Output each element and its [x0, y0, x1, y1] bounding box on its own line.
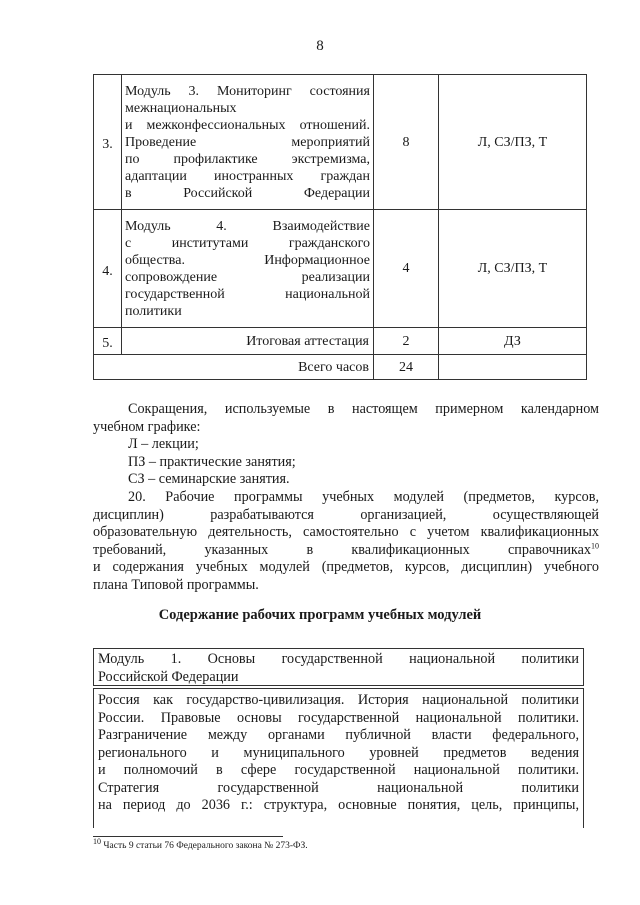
page-number: 8: [316, 38, 324, 54]
module-1-title-box: [93, 648, 584, 686]
module-name-line: и межконфессиональных отношений.: [125, 117, 370, 133]
row-number: 5.: [94, 328, 122, 355]
text-line: образовательную деятельность, самостоятельно с учетом квалификационных: [93, 524, 599, 540]
module-name-line: с институтами гражданского: [125, 235, 370, 251]
text-line: на период до 2036 г.: структура, основные понятия, цель, принципы,: [98, 797, 579, 813]
paragraph-20: [93, 489, 599, 594]
table-row: [94, 210, 587, 328]
module-name-line: Модуль 3. Мониторинг состояния: [125, 83, 370, 99]
text-line: Россия как государство-цивилизация. История национальной политики: [98, 692, 579, 708]
text-line: Модуль 1. Основы государственной национальной политики: [98, 651, 579, 667]
module-hours: 8: [374, 75, 439, 210]
module-hours: 2: [374, 328, 439, 355]
section-heading: Содержание рабочих программ учебных модулей: [158, 607, 482, 623]
text-line: плана Типовой программы.: [93, 576, 259, 593]
final-attestation-label: Итоговая аттестация: [122, 328, 374, 355]
module-name-line: Проведение мероприятий: [125, 134, 370, 150]
footnote-divider: [93, 836, 283, 837]
module-name: [122, 210, 374, 328]
text-line: Разграничение между органами публичной власти федерального,: [98, 727, 579, 743]
text-segment: требований, указанных в квалификационных справочниках: [93, 541, 591, 558]
text-line: учебном графике:: [93, 418, 201, 435]
empty-cell: [439, 355, 587, 380]
module-hours: 4: [374, 210, 439, 328]
module-name-line: Модуль 4. Взаимодействие: [125, 218, 370, 234]
text-line: 20. Рабочие программы учебных модулей (предметов, курсов,: [128, 489, 599, 505]
footnote-reference[interactable]: 10: [591, 540, 599, 550]
module-form: ДЗ: [439, 328, 587, 355]
abbreviation-item: Л – лекции;: [128, 436, 199, 452]
text-line: России. Правовые основы государственной национальной политики.: [98, 709, 579, 726]
module-name: [122, 75, 374, 210]
module-name-line: общества. Информационное: [125, 252, 370, 268]
abbreviations-paragraph: [93, 401, 599, 489]
text-line: Стратегия государственной национальной политики: [98, 779, 579, 796]
text-line: регионального и муниципального уровней предметов ведения: [98, 744, 579, 761]
module-name-line: политики: [125, 303, 182, 319]
module-name-line: в Российской Федерации: [125, 185, 370, 201]
module-name-line: межнациональных: [125, 100, 237, 116]
module-name-line: по профилактике экстремизма,: [125, 151, 370, 167]
module-name-line: адаптации иностранных граждан: [125, 168, 370, 184]
abbreviation-item: ПЗ – практические занятия;: [128, 453, 296, 470]
total-hours-label: Всего часов: [94, 355, 374, 380]
text-line: дисциплин) разрабатываются организацией, осуществляющей: [93, 506, 599, 523]
text-line: и полномочий в сфере государственной национальной политики.: [98, 762, 579, 778]
text-line: и содержания учебных модулей (предметов, курсов, дисциплин) учебного: [93, 559, 599, 575]
module-name-line: государственной национальной: [125, 286, 370, 302]
text-line: [93, 542, 599, 560]
text-line: Сокращения, используемые в настоящем примерном календарном: [128, 401, 599, 417]
table-row-total: [94, 355, 587, 380]
row-number: 4.: [94, 210, 122, 328]
footnote-text: Часть 9 статьи 76 Федерального закона № 273-ФЗ.: [101, 841, 308, 851]
module-form: Л, СЗ/ПЗ, Т: [439, 210, 587, 328]
table-row: [94, 75, 587, 210]
row-number: 3.: [94, 75, 122, 210]
footnote: [93, 836, 308, 851]
module-form: Л, СЗ/ПЗ, Т: [439, 75, 587, 210]
abbreviation-item: СЗ – семинарские занятия.: [128, 471, 290, 487]
table-row: [94, 328, 587, 355]
schedule-table: [93, 74, 587, 380]
footnote-number: 10: [93, 836, 101, 846]
text-line: Российской Федерации: [98, 668, 239, 685]
total-hours-value: 24: [374, 355, 439, 380]
module-1-content-box: [93, 688, 584, 828]
module-name-line: сопровождение реализации: [125, 269, 370, 285]
